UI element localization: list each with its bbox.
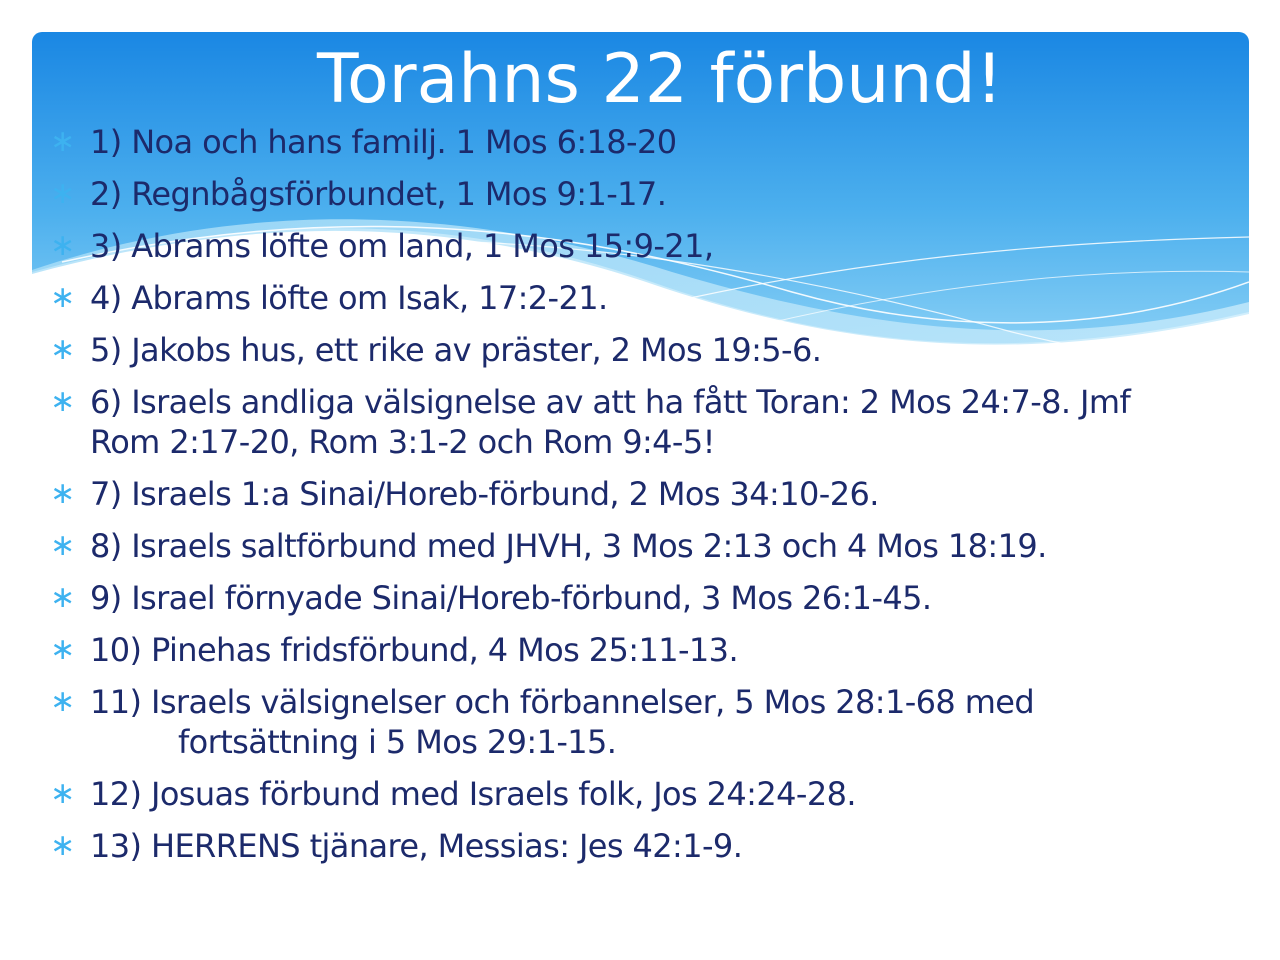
- list-item: [48, 826, 1248, 866]
- asterisk-bullet-icon: ∗: [50, 280, 75, 315]
- list-item: [48, 474, 1248, 514]
- list-item: [48, 174, 1248, 214]
- list-item-text: 10) Pinehas fridsförbund, 4 Mos 25:11-13.: [90, 631, 739, 669]
- asterisk-bullet-icon: ∗: [50, 776, 75, 811]
- asterisk-bullet-icon: ∗: [50, 124, 75, 159]
- list-item: [48, 226, 1248, 266]
- asterisk-bullet-icon: ∗: [50, 228, 75, 263]
- list-item-text: 4) Abrams löfte om Isak, 17:2-21.: [90, 279, 608, 317]
- asterisk-bullet-icon: ∗: [50, 828, 75, 863]
- list-item-continuation: Rom 2:17-20, Rom 3:1-2 och Rom 9:4-5!: [90, 423, 715, 461]
- asterisk-bullet-icon: ∗: [50, 632, 75, 667]
- list-item-text: 13) HERRENS tjänare, Messias: Jes 42:1-9.: [90, 827, 743, 865]
- list-item-text: 6) Israels andliga välsignelse av att ha fått Toran: 2 Mos 24:7-8. Jmf: [90, 383, 1131, 421]
- list-item: [48, 526, 1248, 566]
- list-item-text: 9) Israel förnyade Sinai/Horeb-förbund, 3 Mos 26:1-45.: [90, 579, 932, 617]
- list-item: [48, 330, 1248, 370]
- list-item: [48, 774, 1248, 814]
- slide-title: Torahns 22 förbund!: [317, 40, 1003, 119]
- asterisk-bullet-icon: ∗: [50, 476, 75, 511]
- list-item: [48, 578, 1248, 618]
- asterisk-bullet-icon: ∗: [50, 332, 75, 367]
- list-item-text: 12) Josuas förbund med Israels folk, Jos 24:24-28.: [90, 775, 856, 813]
- list-item-text: 8) Israels saltförbund med JHVH, 3 Mos 2:13 och 4 Mos 18:19.: [90, 527, 1047, 565]
- asterisk-bullet-icon: ∗: [50, 684, 75, 719]
- list-item-text: 3) Abrams löfte om land, 1 Mos 15:9-21,: [90, 227, 714, 265]
- asterisk-bullet-icon: ∗: [50, 384, 75, 419]
- list-item-text: 2) Regnbågsförbundet, 1 Mos 9:1-17.: [90, 175, 667, 213]
- bullet-list: [48, 122, 1248, 878]
- list-item: [48, 122, 1248, 162]
- list-item: [48, 278, 1248, 318]
- list-item-text: 1) Noa och hans familj. 1 Mos 6:18-20: [90, 123, 677, 161]
- list-item-text: 5) Jakobs hus, ett rike av präster, 2 Mos 19:5-6.: [90, 331, 822, 369]
- asterisk-bullet-icon: ∗: [50, 580, 75, 615]
- list-item: [48, 382, 1248, 462]
- list-item: [48, 682, 1248, 762]
- asterisk-bullet-icon: ∗: [50, 176, 75, 211]
- list-item: [48, 630, 1248, 670]
- asterisk-bullet-icon: ∗: [50, 528, 75, 563]
- list-item-continuation: fortsättning i 5 Mos 29:1-15.: [178, 723, 617, 761]
- list-item-text: 7) Israels 1:a Sinai/Horeb-förbund, 2 Mos 34:10-26.: [90, 475, 879, 513]
- list-item-text: 11) Israels välsignelser och förbannelser, 5 Mos 28:1-68 med: [90, 683, 1035, 721]
